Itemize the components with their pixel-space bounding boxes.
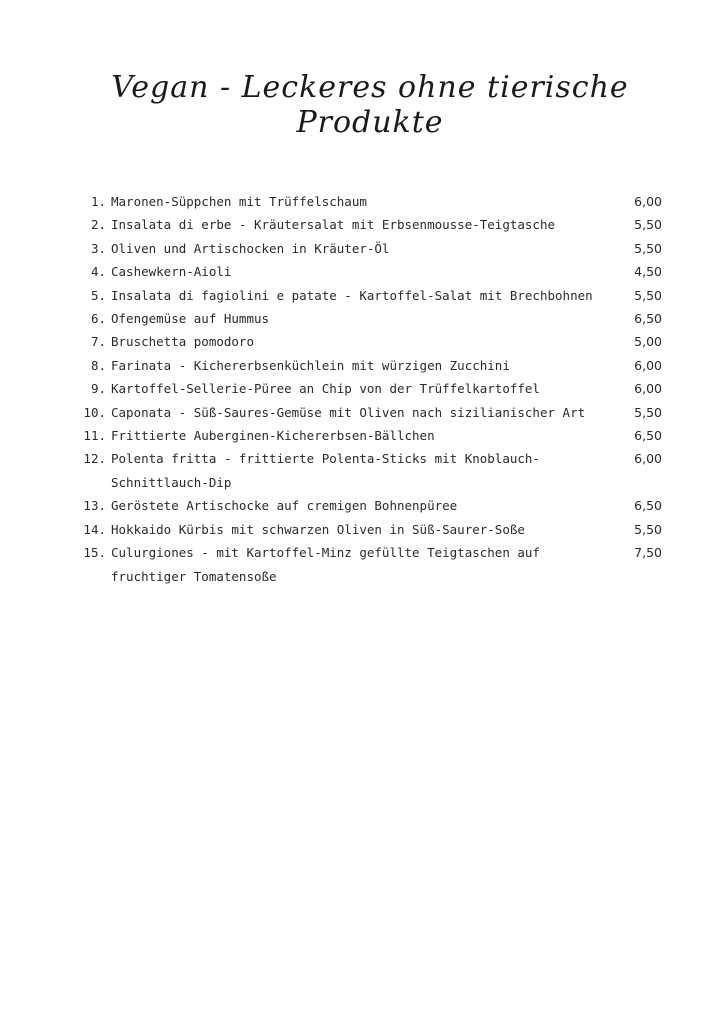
item-number: 12. xyxy=(83,451,106,467)
item-name: Insalata di fagiolini e patate - Kartoffel-Salat mit Brechbohnen xyxy=(111,287,593,303)
item-price: 5,50 xyxy=(634,217,662,233)
item-price: 4,50 xyxy=(634,264,662,280)
menu-item xyxy=(82,213,662,236)
item-number: 6. xyxy=(90,311,106,327)
item-name: Bruschetta pomodoro xyxy=(111,334,254,350)
item-price: 5,00 xyxy=(634,334,662,350)
item-number: 13. xyxy=(83,498,106,514)
item-name: Hokkaido Kürbis mit schwarzen Oliven in Süß-Saurer-Soße xyxy=(111,521,525,537)
item-price: 6,00 xyxy=(634,381,662,397)
item-name: Ofengemüse auf Hummus xyxy=(111,311,270,327)
item-number: 15. xyxy=(83,545,106,561)
menu-list xyxy=(82,190,662,588)
item-number: 11. xyxy=(83,428,106,444)
item-price: 6,00 xyxy=(634,357,662,373)
item-name: Cashewkern-Aioli xyxy=(111,264,232,280)
item-number: 2. xyxy=(90,217,106,233)
item-name: Farinata - Kichererbsenküchlein mit würzigen Zucchini xyxy=(111,357,510,373)
item-price: 5,50 xyxy=(634,521,662,537)
menu-item xyxy=(82,377,662,400)
item-number: 9. xyxy=(90,381,106,397)
item-number: 14. xyxy=(83,521,106,537)
item-name: Caponata - Süß-Saures-Gemüse mit Oliven nach sizilianischer Art xyxy=(111,404,586,420)
item-price: 6,50 xyxy=(634,498,662,514)
menu-item xyxy=(82,284,662,307)
item-price: 6,00 xyxy=(634,451,662,467)
item-price: 5,50 xyxy=(634,404,662,420)
menu-item xyxy=(82,541,662,588)
item-name: Polenta fritta - frittierte Polenta-Sticks mit Knoblauch-Schnittlauch-Dip xyxy=(111,451,540,490)
item-name: Insalata di erbe - Kräutersalat mit Erbsenmousse-Teigtasche xyxy=(111,217,556,233)
item-price: 6,50 xyxy=(634,428,662,444)
item-price: 5,50 xyxy=(634,287,662,303)
menu-item xyxy=(82,260,662,283)
item-name: Maronen-Süppchen mit Trüffelschaum xyxy=(111,194,367,209)
item-number: 5. xyxy=(90,287,106,303)
menu-item xyxy=(82,330,662,353)
item-number: 10. xyxy=(83,404,106,420)
item-price: 6,50 xyxy=(634,311,662,327)
item-name: Culurgiones - mit Kartoffel-Minz gefüllte Teigtaschen auf fruchtiger Tomatensoße xyxy=(111,545,540,584)
item-number: 3. xyxy=(90,240,106,256)
menu-item xyxy=(82,401,662,424)
menu-item xyxy=(82,307,662,330)
item-price: 7,50 xyxy=(634,545,662,561)
menu-item xyxy=(82,447,662,494)
item-number: 7. xyxy=(90,334,106,350)
menu-item xyxy=(82,237,662,260)
item-name: Frittierte Auberginen-Kichererbsen-Bällchen xyxy=(111,428,435,444)
menu-item xyxy=(82,518,662,541)
item-number: 1. xyxy=(90,194,106,209)
item-number: 8. xyxy=(90,357,106,373)
item-name: Geröstete Artischocke auf cremigen Bohnenpüree xyxy=(111,498,458,514)
menu-item xyxy=(82,424,662,447)
item-price: 5,50 xyxy=(634,240,662,256)
item-name: Oliven und Artischocken in Kräuter-Öl xyxy=(111,240,390,256)
menu-item xyxy=(82,494,662,517)
menu-item xyxy=(82,354,662,377)
item-name: Kartoffel-Sellerie-Püree an Chip von der Trüffelkartoffel xyxy=(111,381,540,397)
item-price: 6,00 xyxy=(634,194,662,209)
page-title: Vegan - Leckeres ohne tierische Produkte xyxy=(111,70,629,140)
menu-item xyxy=(82,190,662,213)
item-number: 4. xyxy=(90,264,106,280)
